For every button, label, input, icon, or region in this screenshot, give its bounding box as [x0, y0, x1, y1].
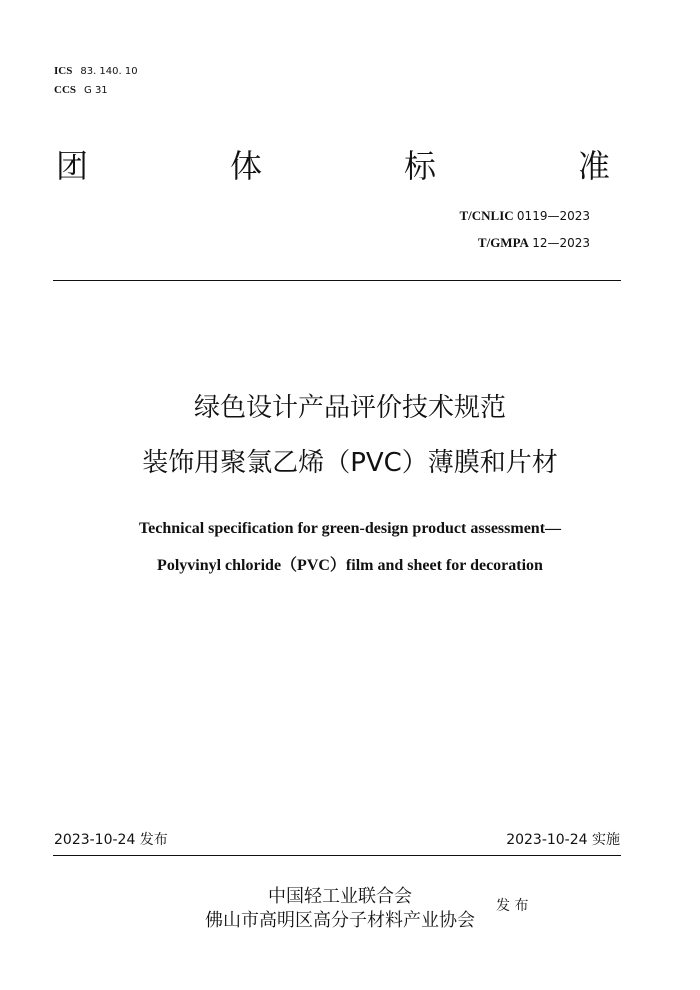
implement-date: 2023-10-24 实施 [506, 832, 620, 848]
publish-date: 2023-10-24 发布 [54, 832, 168, 848]
standard-type-char: 团 [56, 147, 89, 185]
standard-type-char: 标 [404, 147, 437, 185]
code-number: 0119—2023 [516, 209, 590, 223]
title-cn-line2: 装饰用聚氯乙烯（PVC）薄膜和片材 [142, 448, 558, 478]
issuer-org-1: 中国轻工业联合会 [268, 886, 412, 907]
ccs-value: G 31 [84, 85, 108, 96]
code-number: 12—2023 [532, 236, 590, 250]
ics-label: ICS [54, 65, 73, 77]
issuer-org-2: 佛山市高明区高分子材料产业协会 [205, 910, 475, 931]
standard-code [459, 208, 590, 224]
code-prefix: T/GMPA [477, 235, 529, 250]
top-divider [53, 280, 621, 281]
code-prefix: T/CNLIC [459, 208, 514, 223]
standard-type-char: 体 [230, 147, 263, 185]
ics-line [54, 64, 138, 79]
ccs-label: CCS [54, 84, 77, 96]
issue-label: 发 布 [496, 898, 529, 914]
standard-code [478, 235, 590, 251]
title-cn-line1: 绿色设计产品评价技术规范 [193, 393, 506, 423]
title-en-line1: Technical specification for green-design product assessment— [138, 520, 562, 537]
ics-value: 83. 140. 10 [80, 66, 138, 77]
bottom-divider [53, 855, 621, 856]
standard-type-heading [56, 146, 620, 186]
ccs-line [54, 83, 108, 98]
title-en-line2: Polyvinyl chloride（PVC）film and sheet for decoration [157, 557, 543, 574]
standard-type-char: 准 [578, 147, 611, 185]
